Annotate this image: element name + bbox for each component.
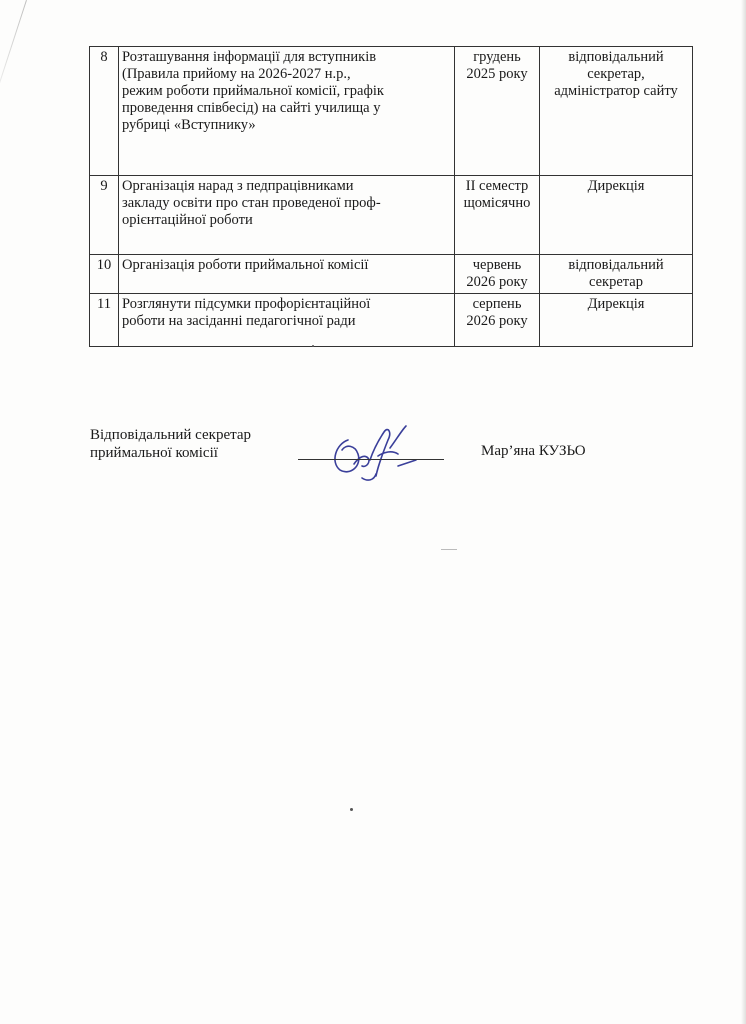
responsible-cell-line: секретар	[589, 274, 643, 290]
task-cell-line: рубриці «Вступнику»	[122, 117, 256, 133]
signature-position-line-1: Відповідальний секретар	[90, 427, 252, 443]
term-cell-line: 2025 року	[466, 66, 528, 82]
task-cell	[119, 255, 455, 294]
term-cell-line: грудень	[473, 49, 521, 65]
scan-speck	[312, 345, 314, 347]
term-cell	[455, 47, 540, 176]
task-cell-line: Організація нарад з педпрацівниками	[122, 178, 354, 194]
term-cell-line: 2026 року	[466, 313, 528, 329]
row-number-cell: 9	[90, 176, 119, 255]
signer-name: Мар’яна КУЗЬО	[481, 443, 586, 459]
task-cell-line: орієнтаційної роботи	[122, 212, 253, 228]
table-row	[90, 47, 693, 176]
scan-speck	[350, 808, 353, 811]
term-cell-line: червень	[472, 257, 522, 273]
scan-speck	[441, 549, 457, 550]
row-number-cell: 11	[90, 294, 119, 347]
responsible-cell-line: Дирекція	[587, 178, 645, 194]
task-cell-line: режим роботи приймальної комісії, графік	[122, 83, 384, 99]
scan-edge-shadow	[741, 0, 746, 1024]
task-cell	[119, 294, 455, 347]
term-cell	[455, 176, 540, 255]
task-cell-line: Розташування інформації для вступників	[122, 49, 377, 65]
responsible-cell-line: відповідальний	[568, 49, 664, 65]
table-row	[90, 176, 693, 255]
task-cell-line: (Правила прийому на 2026-2027 н.р.,	[122, 66, 351, 82]
responsible-cell	[540, 294, 693, 347]
responsible-cell-line: секретар,	[587, 66, 645, 82]
responsible-cell	[540, 176, 693, 255]
task-cell-line: Організація роботи приймальної комісії	[122, 257, 369, 273]
signature-underline	[298, 459, 444, 460]
term-cell	[455, 255, 540, 294]
task-cell	[119, 176, 455, 255]
table-row	[90, 255, 693, 294]
term-cell	[455, 294, 540, 347]
row-number-cell: 8	[90, 47, 119, 176]
term-cell-line: серпень	[472, 296, 522, 312]
responsible-cell	[540, 47, 693, 176]
responsible-cell	[540, 255, 693, 294]
handwritten-signature	[318, 418, 428, 488]
signature-position-line-2: приймальної комісії	[90, 445, 218, 461]
row-number-cell: 10	[90, 255, 119, 294]
plan-table-body	[90, 47, 693, 347]
task-cell-line: роботи на засіданні педагогічної ради	[122, 313, 356, 329]
task-cell-line: проведення співбесід) на сайті училища у	[122, 100, 381, 116]
responsible-cell-line: Дирекція	[587, 296, 645, 312]
term-cell-line: щомісячно	[463, 195, 531, 211]
task-cell	[119, 47, 455, 176]
table-row	[90, 294, 693, 347]
term-cell-line: 2026 року	[466, 274, 528, 290]
responsible-cell-line: відповідальний	[568, 257, 664, 273]
responsible-cell-line: адміністратор сайту	[554, 83, 678, 99]
task-cell-line: закладу освіти про стан проведеної проф-	[122, 195, 381, 211]
task-cell-line: Розглянути підсумки профорієнтаційної	[122, 296, 371, 312]
plan-table	[89, 46, 693, 347]
scan-artifact-line	[0, 0, 27, 114]
term-cell-line: ІІ семестр	[465, 178, 529, 194]
signature-position	[90, 426, 251, 462]
